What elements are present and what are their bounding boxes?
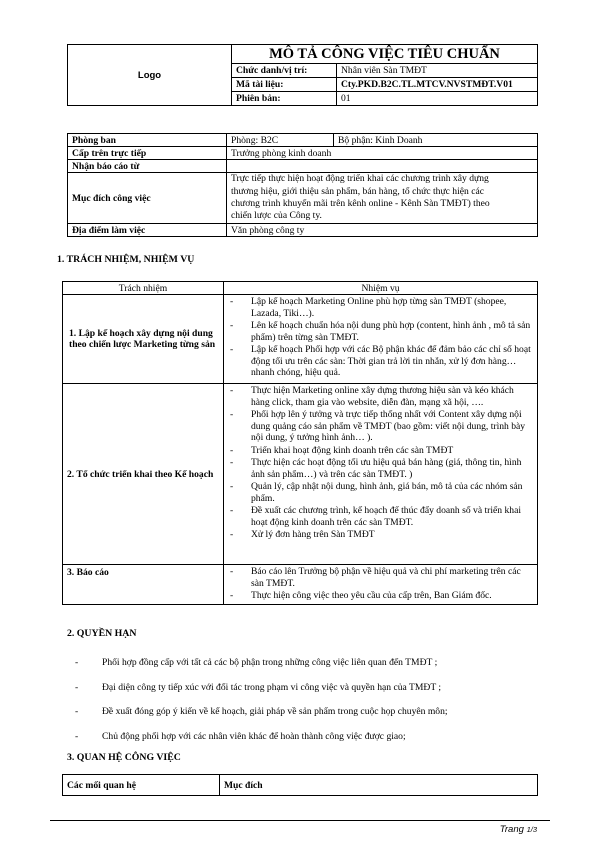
manager-value: Trưởng phòng kinh doanh [227,147,538,160]
duty-row [63,384,538,565]
task-item: - Báo cáo lên Trưởng bộ phận về hiệu quả và chi phí marketing trên các sàn TMĐT. [230,566,521,589]
task-item: - Lên kế hoạch chuẩn hóa nội dung phù hợp (content, hình ảnh , mô tả sản phẩm) trên từng sàn TMĐT. [230,320,531,343]
task-item: - Lập kế hoạch Phối hợp với các Bộ phận khác để đảm bảo các chỉ số hoạt động tối ưu trên các sàn: Thời gian trả lời tin nhắn, xử lý đơn hàng… nhanh chóng, hiệu quả. [230,344,531,378]
department-room: Phòng: B2C [227,134,334,147]
column-header-purpose: Mục đích [220,775,538,796]
document-header-table [67,44,538,106]
page-number [500,824,537,835]
duties-table [62,281,538,605]
footer-divider [50,820,550,821]
tasks-cell [224,565,538,605]
rights-item: - Đề xuất đóng góp ý kiến về kế hoạch, giải pháp về sản phẩm trong cuộc họp chuyên môn; [75,706,448,717]
department-unit: Bộ phận: Kinh Doanh [334,134,538,147]
responsibility-cell: 3. Báo cáo [63,565,224,605]
page-count: 1/3 [526,825,537,834]
task-item: - Thực hiện Marketing online xây dựng thương hiệu sàn và kéo khách hàng click, tham gia vào website, diễn đàn, mạng xã hội, …. [230,385,514,408]
report-from-value [227,160,538,173]
rights-item: - Chủ động phối hợp với các nhân viên khác để hoàn thành công việc được giao; [75,730,406,742]
version-value: 01 [337,92,538,106]
task-item: - Đề xuất các chương trình, kế hoạch để thúc đẩy doanh số và triển khai hoạt động kinh doanh trên các sàn TMĐT. [230,505,522,528]
column-header-tasks: Nhiệm vụ [224,282,538,295]
version-label: Phiên bản: [232,92,337,106]
rights-item: - Phối hợp đồng cấp với tất cả các bộ phận trong những công việc liên quan đến TMĐT ; [75,657,438,668]
task-item: - Lập kế hoạch Marketing Online phù hợp từng sàn TMĐT (shopee, Lazada, Tiki…). [230,296,507,319]
column-header-relations: Các mối quan hệ [63,775,220,796]
department-label: Phòng ban [68,134,227,147]
rights-item: - Đại diện công ty tiếp xúc với đối tác trong phạm vi công việc và quyền hạn của TMĐT ; [75,681,442,693]
document-title: MÔ TẢ CÔNG VIỆC TIÊU CHUẨN [232,45,538,64]
task-item: - Thực hiện công việc theo yêu cầu của cấp trên, Ban Giám đốc. [230,590,492,601]
tasks-cell [224,384,538,565]
section-2-heading: 2. QUYỀN HẠN [67,628,137,639]
job-info-table [67,133,538,237]
position-value: Nhân viên Sàn TMĐT [337,64,538,78]
column-header-responsibility: Trách nhiệm [63,282,224,295]
report-from-label: Nhận báo cáo từ [68,160,227,173]
purpose-value: Trực tiếp thực hiện hoạt động triển khai các chương trình xây dựng thương hiệu, giới thiệu sản phẩm, bán hàng, tổ chức thực hiện các chương trình khuyến mãi trên kênh online - Kênh Sàn TMĐT) theo chiến lược của Công ty. [227,173,538,224]
logo-placeholder: Logo [68,45,232,106]
page-label: Trang [499,824,524,835]
duty-row [63,565,538,605]
task-item: - Thực hiện các hoạt động tối ưu hiệu quả bán hàng (giá, thông tin, hình ảnh sản phẩm…) và trên các sàn TMĐT. ) [230,457,522,480]
location-label: Địa điểm làm việc [68,224,227,237]
responsibility-cell: 1. Lập kế hoạch xây dựng nội dung theo chiến lược Marketing từng sản [63,295,224,384]
doc-code-value: Cty.PKD.B2C.TL.MTCV.NVSTMĐT.V01 [337,78,538,92]
tasks-cell [224,295,538,384]
task-item: - Quản lý, cập nhật nội dung, hình ảnh, giá bán, mô tả của các nhóm sản phẩm. [230,481,523,504]
doc-code-label: Mã tài liệu: [232,78,337,92]
duty-row [63,295,538,384]
responsibility-cell: 2. Tổ chức triển khai theo Kế hoạch [63,384,224,565]
location-value: Văn phòng công ty [227,224,538,237]
position-label: Chức danh/vị trí: [232,64,337,78]
rights-list [75,657,545,755]
task-item: - Triển khai hoạt động kinh doanh trên các sàn TMĐT [230,444,454,456]
task-item: - Xử lý đơn hàng trên Sàn TMĐT [230,529,375,540]
section-3-heading: 3. QUAN HỆ CÔNG VIỆC [67,752,181,763]
manager-label: Cấp trên trực tiếp [68,147,227,160]
section-1-heading: 1. TRÁCH NHIỆM, NHIỆM VỤ [57,254,195,265]
purpose-label: Mục đích công việc [68,173,227,224]
task-item: - Phối hợp lên ý tưởng và trực tiếp thống nhất với Content xây dựng nội dung quảng cáo sản phẩm về TMĐT (bao gồm: viết nội dung, trình bày nội dung, ý tưởng hình ảnh… ). [230,409,526,443]
work-relations-table [62,774,538,796]
